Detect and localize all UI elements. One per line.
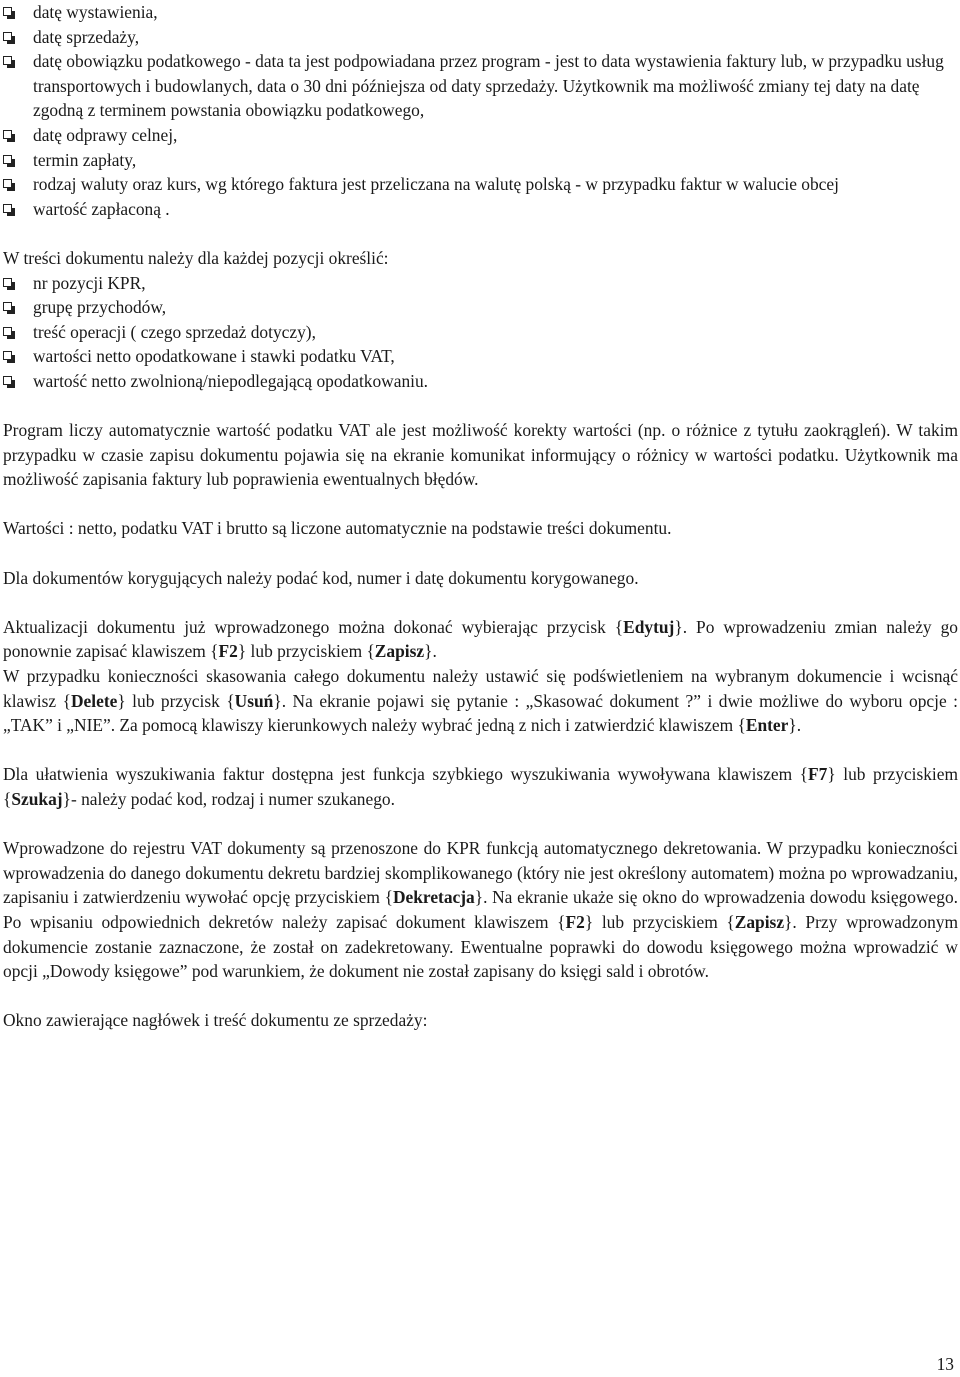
checkbox-bullet-icon	[3, 327, 12, 336]
window-caption: Okno zawierające nagłówek i treść dokumentu ze sprzedaży:	[3, 1010, 428, 1031]
list-item: wartości netto opodatkowane i stawki podatku VAT,	[3, 344, 958, 369]
bullet-list-invoice-fields	[3, 0, 958, 221]
list-item: wartość zapłaconą .	[3, 197, 958, 222]
page-number: 13	[936, 1354, 954, 1374]
checkbox-bullet-icon	[3, 351, 12, 360]
list-item: grupę przychodów,	[3, 295, 958, 320]
list-item: rodzaj waluty oraz kurs, wg którego faktura jest przeliczana na walutę polską - w przypadku faktur w walucie obcej	[3, 172, 958, 197]
f2-key-label: F2	[218, 641, 238, 662]
list-item: datę sprzedaży,	[3, 25, 958, 50]
edit-key-label: Edytuj	[623, 616, 675, 637]
list-item: wartość netto zwolnioną/niepodlegającą opodatkowaniu.	[3, 369, 958, 394]
list-item: datę obowiązku podatkowego - data ta jest podpowiadana przez program - jest to data wystawienia faktury lub, w przypadku usług transportowych i budowlanych, data o 30 dni późniejsza od daty sprzedaży. Użytkownik ma możliwość zmiany tej daty na datę zgodną z terminem powstania obowiązku podatkowego,	[3, 49, 958, 123]
checkbox-bullet-icon	[3, 7, 12, 16]
remove-key-label: Usuń	[234, 690, 274, 711]
checkbox-bullet-icon	[3, 302, 12, 311]
position-fields-intro: W treści dokumentu należy dla każdej pozycji określić:	[3, 247, 389, 268]
checkbox-bullet-icon	[3, 376, 12, 385]
f2-key-label: F2	[565, 911, 585, 932]
checkbox-bullet-icon	[3, 56, 12, 65]
values-paragraph: Wartości : netto, podatku VAT i brutto są liczone automatycznie na podstawie treści dokumentu.	[3, 518, 672, 539]
delete-key-label: Delete	[70, 690, 118, 711]
kpr-paragraph: Wprowadzone do rejestru VAT dokumenty są przenoszone do KPR funkcją automatycznego dekretowania. W przypadku konieczności wprowadzenia do danego dokumentu dekretu bardziej skomplikowanego (który nie jest określony automatem) można po wprowadzaniu, zapisaniu i zatwierdzeniu wywołać opcję przyciskiem {Dekretacja}. Na ekranie ukaże się okno do wprowadzenia dowodu księgowego. Po wpisaniu odpowiednich dekretów należy zapisać dokument klawiszem {F2} lub przyciskiem {Zapisz}. Przy wprowadzonym dokumencie zostanie zaznaczone, że został on zadekretowany. Ewentualne poprawki do dowodu księgowego można wprowadzić w opcji „Dowody księgowe” pod warunkiem, że dokument nie został zapisany do księgi sald i obrotów.	[3, 838, 958, 982]
checkbox-bullet-icon	[3, 278, 12, 287]
list-item: treść operacji ( czego sprzedaż dotyczy),	[3, 320, 958, 345]
checkbox-bullet-icon	[3, 155, 12, 164]
delete-paragraph: W przypadku konieczności skasowania całego dokumentu należy ustawić się podświetleniem na wybranym dokumencie i wcisnąć klawisz {Delete} lub przycisk {Usuń}. Na ekranie pojawi się pytanie : „Skasować dokument ?” i dwie możliwe do wyboru opcje : „TAK” i „NIE”. Za pomocą klawiszy kierunkowych należy wybrać jedną z nich i zatwierdzić klawiszem {Enter}.	[3, 666, 958, 736]
enter-key-label: Enter	[745, 715, 789, 736]
checkbox-bullet-icon	[3, 179, 12, 188]
correction-paragraph: Dla dokumentów korygujących należy podać kod, numer i datę dokumentu korygowanego.	[3, 567, 639, 588]
save-key-label: Zapisz	[734, 911, 785, 932]
f7-key-label: F7	[808, 764, 828, 785]
decree-key-label: Dekretacja	[392, 887, 475, 908]
search-paragraph: Dla ułatwienia wyszukiwania faktur dostępna jest funkcja szybkiego wyszukiwania wywoływana klawiszem {F7} lub przyciskiem {Szukaj}- należy podać kod, rodzaj i numer szukanego.	[3, 764, 958, 809]
bullet-list-position-fields	[3, 271, 958, 394]
list-item: datę odprawy celnej,	[3, 123, 958, 148]
search-key-label: Szukaj	[11, 789, 63, 809]
checkbox-bullet-icon	[3, 204, 12, 213]
edit-paragraph: Aktualizacji dokumentu już wprowadzonego można dokonać wybierając przycisk {Edytuj}. Po wprowadzeniu zmian należy go ponownie zapisać klawiszem {F2} lub przyciskiem {Zapisz}.	[3, 616, 958, 662]
checkbox-bullet-icon	[3, 130, 12, 139]
checkbox-bullet-icon	[3, 32, 12, 41]
document-page	[3, 0, 958, 1033]
list-item: termin zapłaty,	[3, 148, 958, 173]
save-key-label: Zapisz	[374, 641, 425, 662]
list-item: nr pozycji KPR,	[3, 271, 958, 296]
list-item: datę wystawienia,	[3, 0, 958, 25]
vat-calculation-paragraph: Program liczy automatycznie wartość podatku VAT ale jest możliwość korekty wartości (np. o różnice z tytułu zaokrągleń). W takim przypadku w czasie zapisu dokumentu pojawia się na ekranie komunikat informujący o różnicy w wartości podatku. Użytkownik ma możliwość zapisania faktury lub poprawienia ewentualnych błędów.	[3, 420, 958, 490]
